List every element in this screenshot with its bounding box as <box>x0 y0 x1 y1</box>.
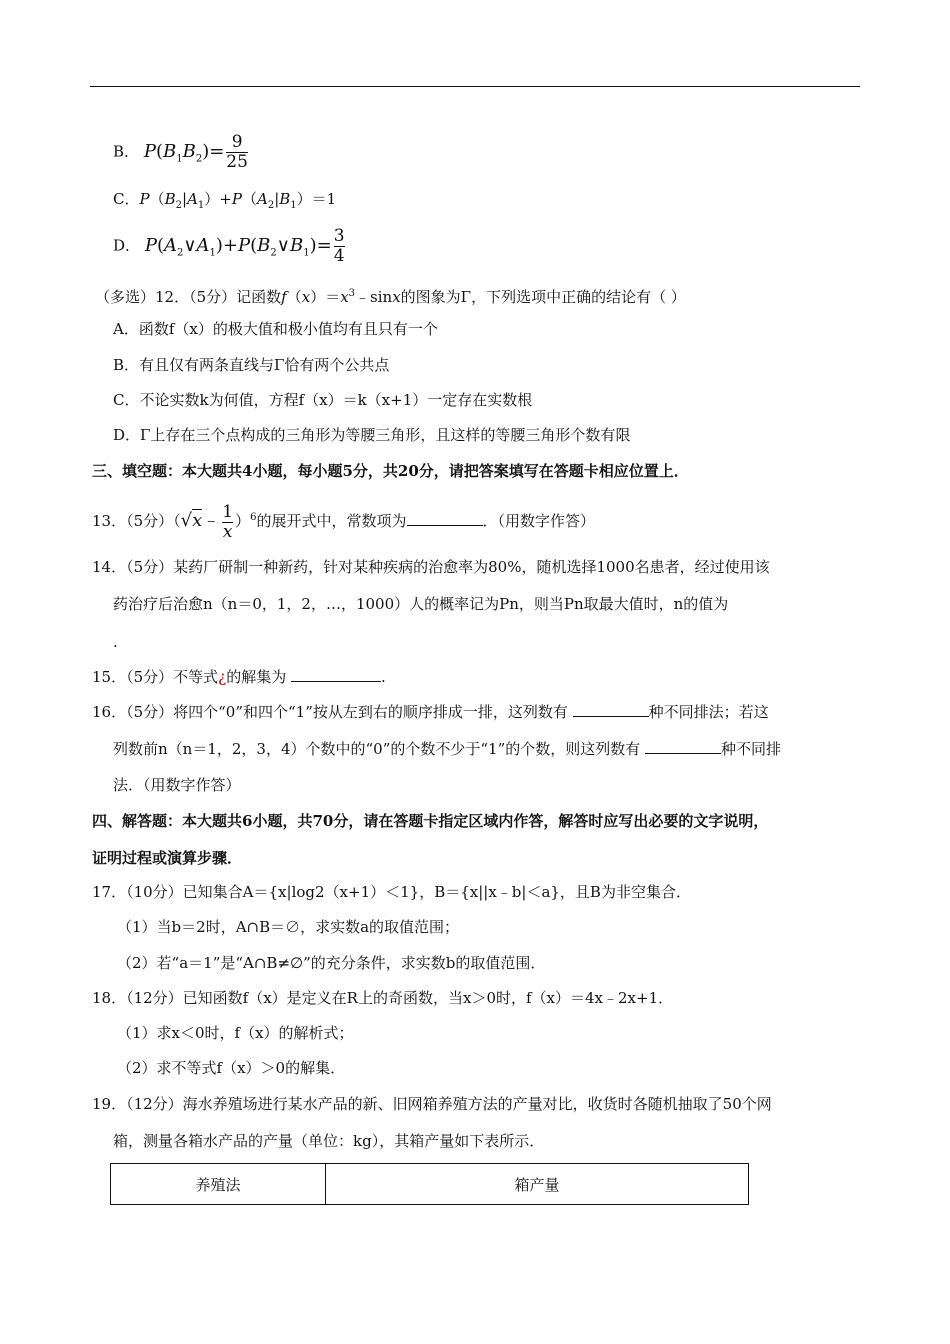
section-4-heading-line-1: 四、解答题：本大题共6小题，共70分，请在答题卡指定区域内作答，解答时应写出必要的文字说明， <box>92 812 769 830</box>
q18-part-1: （1）求x＜0时，f（x）的解析式； <box>117 1024 354 1042</box>
q19-line-2: 箱，测量各箱水产品的产量（单位：kg），其箱产量如下表所示． <box>113 1132 545 1150</box>
q12-option-a: A．函数f（x）的极大值和极小值均有且只有一个 <box>113 320 438 338</box>
table-header-method: 养殖法 <box>111 1164 326 1205</box>
q11-option-c: C．$P(B_2|A_1)+P(A_2|B_1)=1$ <box>113 190 337 211</box>
q18-part-2: （2）求不等式f（x）＞0的解集． <box>117 1059 346 1077</box>
q14-line-3: . <box>113 633 118 651</box>
q16-line-1: 16．（5分）将四个“0”和四个“1”按从左到右的顺序排成一排，这列数有 种不同排法；若这 <box>92 703 769 721</box>
q17-part-1: （1）当b＝2时，A∩B＝∅，求实数a的取值范围； <box>117 918 460 936</box>
q12-option-c: C．不论实数k为何值，方程f（x）＝k（x+1）一定存在实数根 <box>113 391 533 409</box>
q14-line-1: 14．（5分）某药厂研制一种新药，针对某种疾病的治愈率为80%，随机选择1000名患者，经过使用该 <box>92 558 770 576</box>
q13-answer-blank[interactable] <box>407 510 483 526</box>
q11-option-b: B． $P(B_1B_2)=$ $\frac{9}{25}$ <box>113 132 248 172</box>
q11-d-math: $P(A_2\vee A_1)+P(B_2\vee B_1)=$ <box>144 234 332 259</box>
q11-b-fraction: $\frac{9}{25}$ <box>226 132 248 172</box>
section-3-heading: 三、填空题：本大题共4小题，每小题5分，共20分，请把答案填写在答题卡相应位置上． <box>92 462 689 480</box>
q15-answer-blank[interactable] <box>291 666 381 682</box>
q12-stem: （多选）12．（5分）记函数$f(x)=x^3﹣\sin x$的图象为Γ，下列选项中正确的结论有（ ） <box>95 288 686 306</box>
q15: 15．（5分）不等式¿的解集为 . <box>92 668 386 686</box>
q13: 13．（5分）（√x﹣ $\frac{1}{x}$ ）$^6$的展开式中，常数项为 ．（用数字作答） <box>92 501 596 542</box>
header-rule <box>90 86 860 87</box>
q18-stem: 18．（12分）已知函数f（x）是定义在R上的奇函数，当x＞0时，f（x）＝4x﹣2x+1． <box>92 989 674 1007</box>
q11-d-fraction: $\frac{3}{4}$ <box>333 226 345 266</box>
q16-line-3: 法．（用数字作答） <box>113 776 241 794</box>
q12-option-d: D．Γ上存在三个点构成的三角形为等腰三角形，且这样的等腰三角形个数有限 <box>113 426 631 444</box>
section-4-heading-line-2: 证明过程或演算步骤． <box>92 849 243 867</box>
q16-answer-blank-1[interactable] <box>573 701 649 717</box>
q11-b-math: $P(B_1B_2)=$ <box>143 140 225 165</box>
table-header-yield: 箱产量 <box>326 1164 749 1205</box>
q11-option-d: D． $P(A_2\vee A_1)+P(B_2\vee B_1)=$ $\frac{3}{4}$ <box>113 226 345 266</box>
table-header-row <box>111 1164 749 1205</box>
q14-line-2: 药治疗后治愈n（n＝0，1，2，…，1000）人的概率记为Pn，则当Pn取最大值时，n的值为 <box>113 595 729 613</box>
q12-option-b: B．有且仅有两条直线与Γ恰有两个公共点 <box>113 356 390 374</box>
q19-line-1: 19．（12分）海水养殖场进行某水产品的新、旧网箱养殖方法的产量对比，收货时各随机抽取了50个网 <box>92 1095 772 1113</box>
q19-yield-table <box>110 1163 749 1205</box>
q13-fraction: $\frac{1}{x}$ <box>222 501 234 542</box>
q17-stem: 17．（10分）已知集合A＝{x|log2（x+1）＜1}，B＝{x||x﹣b|＜a}，且B为非空集合． <box>92 883 691 901</box>
q16-line-2: 列数前n（n＝1，2，3，4）个数中的“0”的个数不少于“1”的个数，则这列数有 种不同排 <box>113 740 782 758</box>
q16-answer-blank-2[interactable] <box>645 738 721 754</box>
q17-part-2: （2）若“a＝1”是“A∩B≠∅”的充分条件，求实数b的取值范围． <box>117 954 546 972</box>
